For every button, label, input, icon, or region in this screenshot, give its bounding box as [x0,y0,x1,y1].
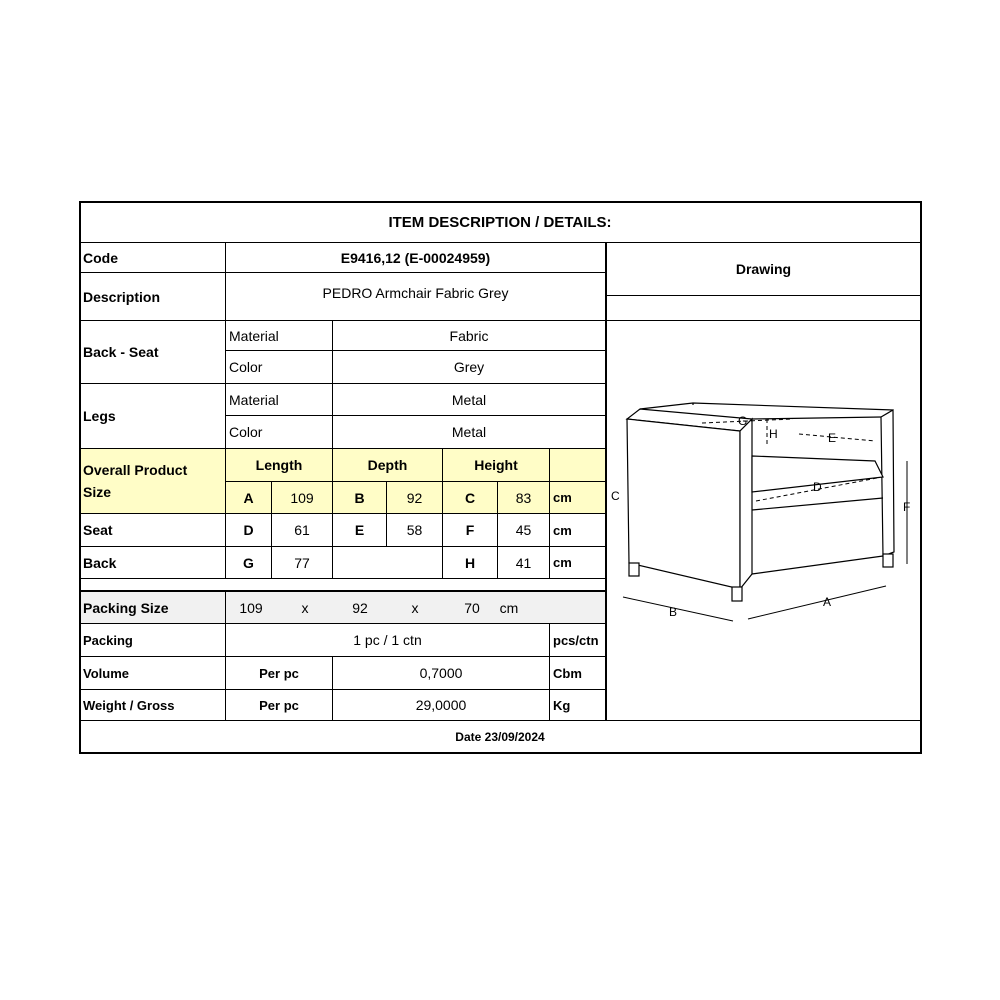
back-rest-line [752,417,881,419]
seat-e-letter: E [354,522,365,538]
drawing-label-g: G [738,414,748,428]
legs-color-label: Color [229,424,263,440]
weight-unit: Kg [553,697,571,713]
volume-value: 0,7000 [419,665,463,681]
packing-size-x2: x [411,599,419,616]
drawing-label-e: E [828,431,837,445]
seat-f-value: 45 [515,522,532,538]
volume-unit: Cbm [553,665,582,681]
code-label: Code [83,249,118,266]
packing-label: Packing [83,632,133,648]
overall-label-line2: Size [83,484,112,500]
overall-a-value: 109 [290,489,314,506]
leg-front-right [732,587,742,601]
date-footer: Date 23/09/2024 [455,729,545,744]
leg-back-right [883,554,893,567]
packing-size-height: 70 [464,599,480,616]
drawing-label-b: B [669,605,678,619]
right-arm-side [881,410,894,556]
legs-label: Legs [83,408,116,424]
length-header: Length [255,457,303,473]
packing-size-label: Packing Size [83,599,169,616]
legs-color-value: Metal [451,424,487,440]
code-value: E9416,12 (E-00024959) [340,249,491,266]
back-seat-label: Back - Seat [83,344,159,360]
overall-unit: cm [553,490,572,505]
drawing-label-d: D [813,480,822,494]
seat-unit: cm [553,522,572,538]
overall-b-value: 92 [406,489,423,506]
seat-d-letter: D [243,522,254,538]
left-arm-front [627,419,740,589]
description-value: PEDRO Armchair Fabric Grey [322,284,509,301]
overall-label-line1: Overall Product [83,462,188,478]
packing-value: 1 pc / 1 ctn [353,632,422,648]
rule-drawing-header-bottom [607,295,920,296]
seat-f-letter: F [465,522,475,538]
back-g-letter: G [243,554,254,571]
volume-per: Per pc [259,665,299,681]
back-h-value: 41 [515,554,532,571]
seat-front-line [752,498,883,510]
rule-back-bottom [80,578,605,579]
back-seat-material-label: Material [229,327,279,344]
weight-per: Per pc [259,697,299,713]
sheet-title: ITEM DESCRIPTION / DETAILS: [388,214,612,231]
packing-size-unit: cm [499,599,519,616]
armchair-drawing [607,321,920,720]
packing-size-x1: x [301,599,309,616]
back-h-letter: H [464,554,476,571]
overall-b-letter: B [354,489,365,506]
volume-label: Volume [83,665,129,681]
left-arm-side [740,419,752,589]
weight-label: Weight / Gross [83,697,175,713]
base-line [752,556,883,574]
weight-value: 29,0000 [415,697,467,713]
leg-front-left [629,563,639,576]
packing-unit: pcs/ctn [553,632,599,648]
overall-c-value: 83 [515,489,532,506]
drawing-label-h: H [769,427,778,441]
dim-b-line [623,597,733,621]
seat-e-value: 58 [406,522,423,538]
back-seat-material-value: Fabric [449,327,489,344]
overall-c-letter: C [464,489,476,506]
back-unit: cm [553,555,572,570]
depth-header: Depth [367,457,408,473]
packing-size-width: 92 [352,599,368,616]
drawing-label-a: A [823,595,832,609]
back-top [640,403,893,410]
drawing-label-f: F [903,500,911,514]
seat-label: Seat [83,522,113,538]
drawing-header: Drawing [735,261,792,277]
legs-material-value: Metal [451,391,487,408]
legs-material-label: Material [229,391,279,408]
back-g-value: 77 [294,554,310,571]
dim-e-line [799,434,875,441]
back-label: Back [83,554,117,571]
back-seat-color-value: Grey [453,359,485,375]
packing-size-length: 109 [239,599,263,616]
drawing-label-c: C [611,489,620,503]
overall-a-letter: A [243,489,254,506]
description-label: Description [83,288,161,305]
back-seat-color-label: Color [229,359,263,375]
seat-d-value: 61 [294,522,310,538]
dim-a-line [748,586,886,619]
height-header: Height [474,457,518,473]
